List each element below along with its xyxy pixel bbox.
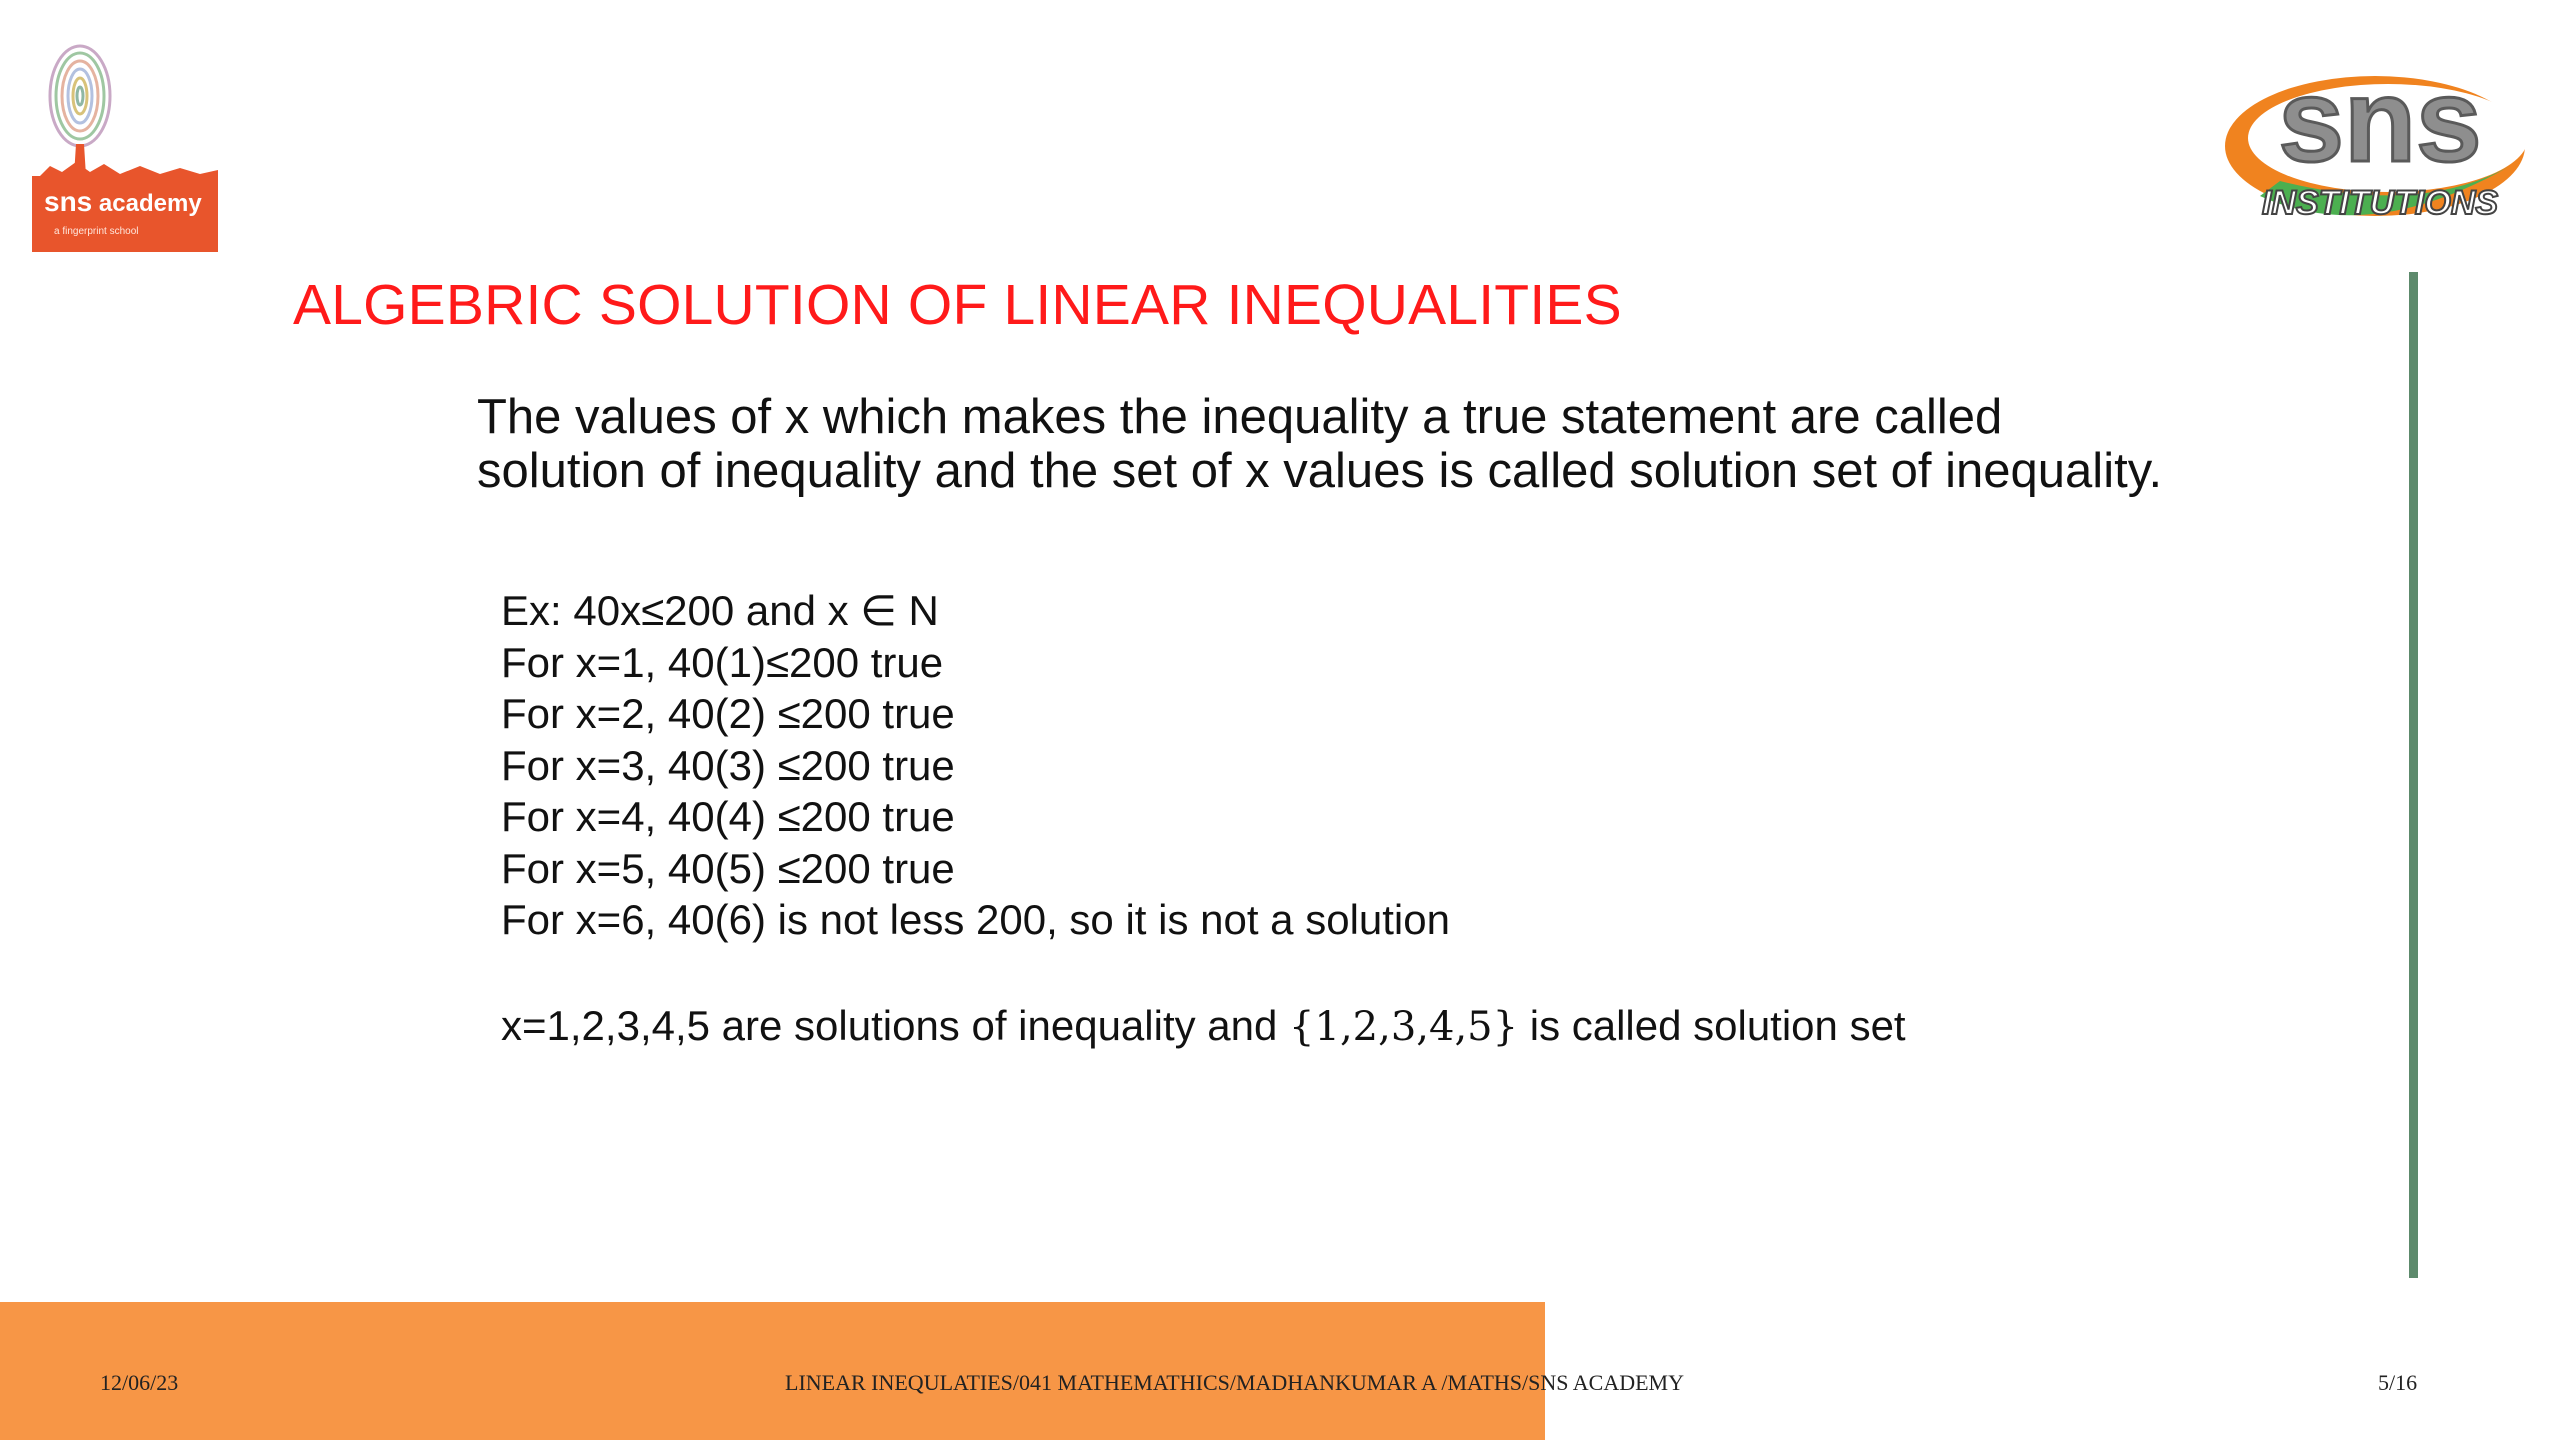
slide-title: ALGEBRIC SOLUTION OF LINEAR INEQUALITIES (293, 273, 1622, 337)
logo-institutions-text: INSTITUTIONS (2261, 184, 2499, 222)
intro-paragraph: The values of x which makes the inequality a true statement are called solution of inequality and the set of x values is called solution set of inequality. (477, 390, 2163, 498)
footer-date: 12/06/23 (100, 1370, 179, 1395)
conclusion-prefix: x=1,2,3,4,5 are solutions of inequality and (501, 1002, 1290, 1049)
example-line: For x=6, 40(6) is not less 200, so it is not a solution (501, 896, 1450, 943)
example-list (501, 585, 2301, 946)
logo-sns-text: sns (2278, 55, 2482, 187)
fingerprint-tree-icon (30, 26, 220, 176)
example-line: For x=3, 40(3) ≤200 true (501, 741, 955, 789)
conclusion-suffix: is called solution set (1518, 1002, 1906, 1049)
logo-brand: sns academy (44, 186, 202, 217)
example-line: For x=1, 40(1)≤200 true (501, 638, 944, 686)
example-line: For x=2, 40(2) ≤200 true (501, 690, 955, 737)
solution-set: {1,2,3,4,5} (1289, 1004, 1519, 1050)
conclusion-line (501, 998, 1906, 1055)
footer-course-info: LINEAR INEQULATIES/041 MATHEMATHICS/MADHANKUMAR A /MATHS/SNS ACADEMY (785, 1370, 1685, 1395)
example-line: For x=4, 40(4) ≤200 true (501, 793, 955, 840)
logo-banner (32, 176, 218, 252)
example-line: For x=5, 40(5) ≤200 true (501, 844, 955, 892)
vertical-divider (2409, 272, 2418, 1278)
example-line: Ex: 40x≤200 and x ∈ N (501, 587, 939, 634)
sns-institutions-logo (2220, 46, 2540, 236)
sns-academy-logo (30, 26, 220, 237)
logo-tagline: a fingerprint school (54, 226, 139, 237)
page-number: 5/16 (2378, 1370, 2418, 1395)
